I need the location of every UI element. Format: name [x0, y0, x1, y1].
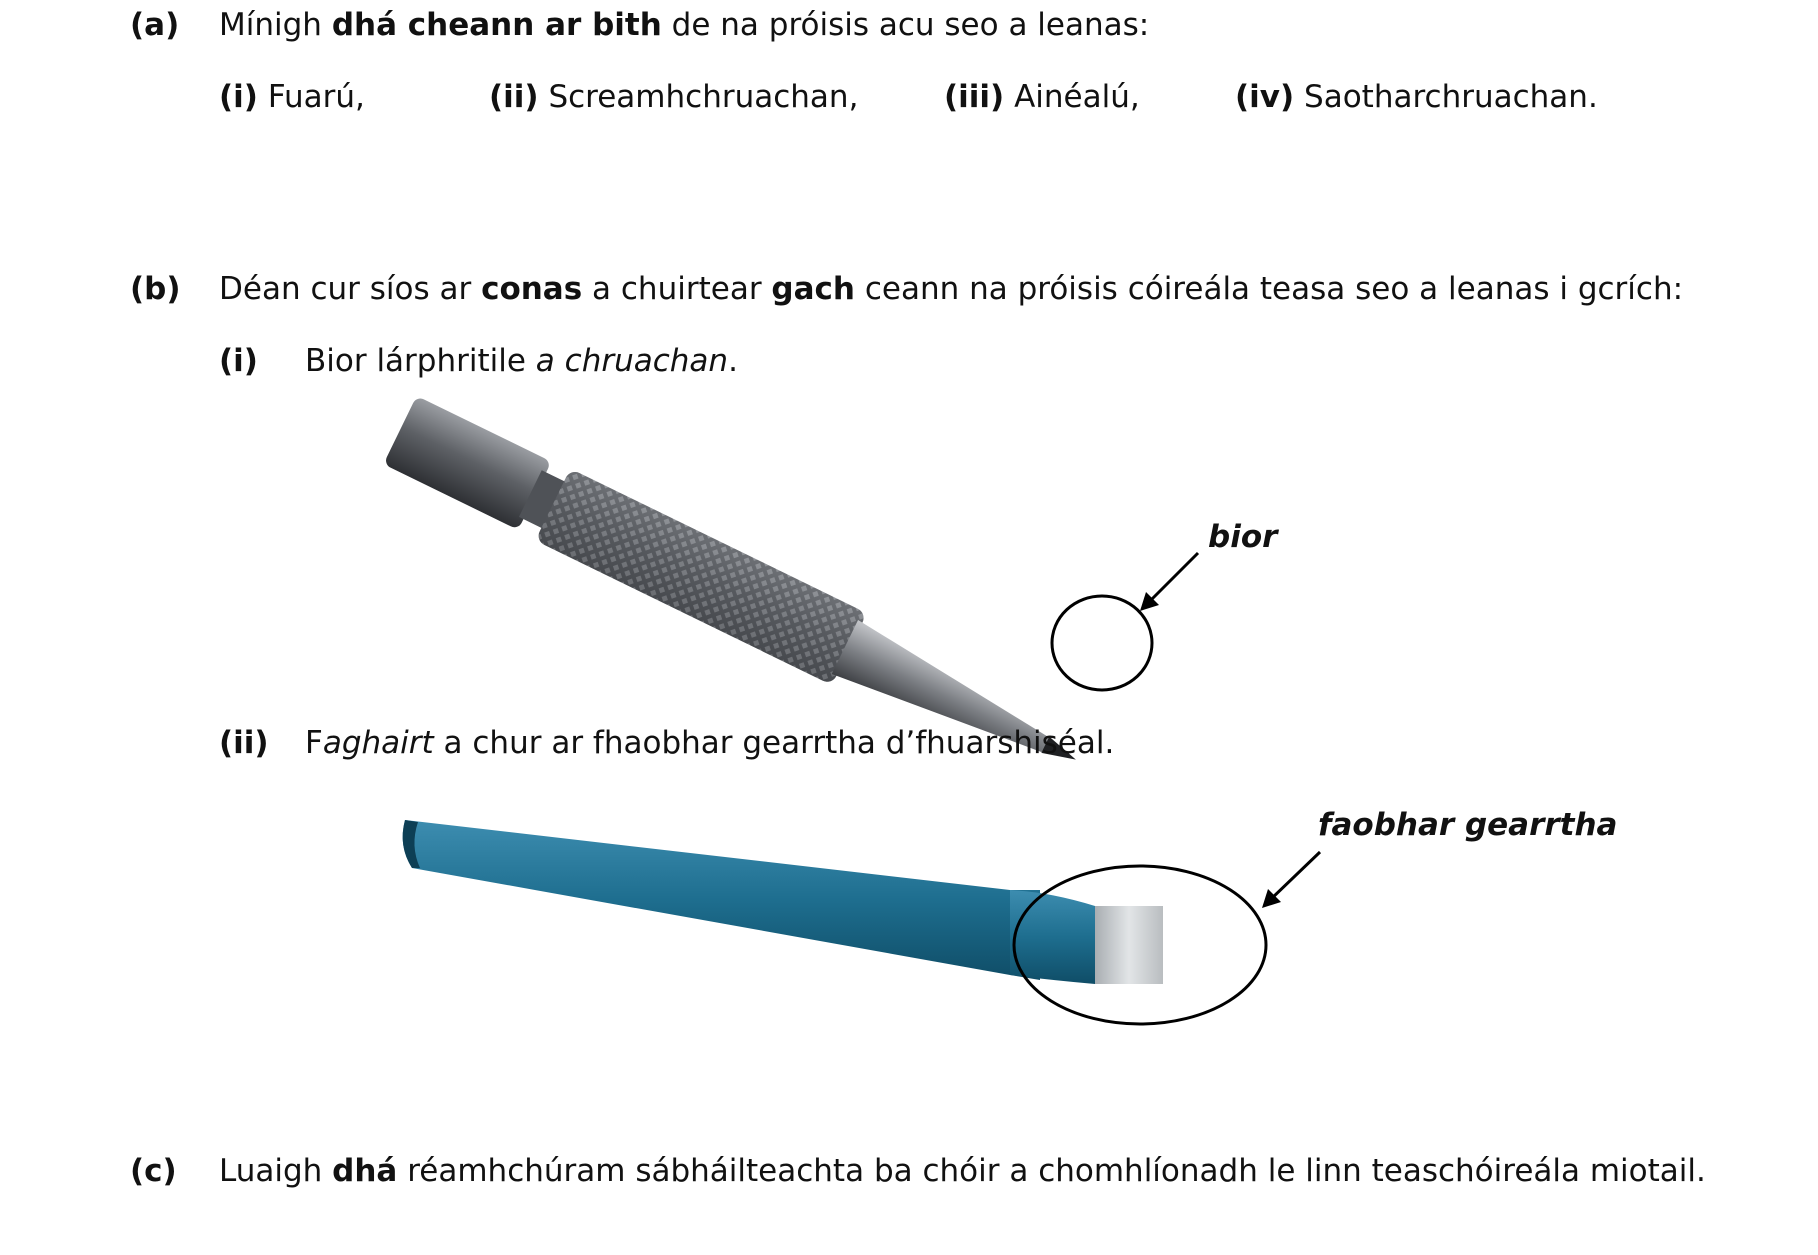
part-b-text-1: Déan cur síos ar [219, 271, 482, 307]
option-text: Saotharchruachan. [1304, 79, 1598, 115]
chisel-cutting-edge [1095, 906, 1163, 984]
option-num: (iii) [944, 79, 1005, 115]
part-c-label: (c) [130, 1153, 177, 1189]
sub-ii-text-1: F [305, 725, 323, 761]
option-text: Ainéalú, [1014, 79, 1140, 115]
part-b-text-3: ceann na próisis cóireála teasa seo a leanas i gcrích: [854, 271, 1684, 307]
sub-ii-text [305, 724, 1114, 762]
part-c-question [219, 1152, 1706, 1190]
part-a-label: (a) [130, 7, 180, 43]
bior-highlight-circle [1052, 596, 1152, 690]
cold-chisel [403, 820, 1163, 984]
option-num: (iv) [1235, 79, 1295, 115]
option-num: (i) [219, 79, 258, 115]
sub-i-text-2: . [728, 343, 738, 379]
part-b-text-2: a chuirtear [582, 271, 772, 307]
sub-i-italic: a chruachan [535, 343, 729, 379]
part-a-text-1: Mínigh [219, 7, 332, 43]
part-b-bold-2: gach [771, 271, 855, 307]
sub-i-text-1: Bior lárphritile [305, 343, 536, 379]
option-num: (ii) [489, 79, 539, 115]
part-a-text-2: de na próisis acu seo a leanas: [661, 7, 1150, 43]
option-text: Fuarú, [267, 79, 365, 115]
edge-arrow-line [1270, 852, 1320, 900]
sub-i-num: (i) [219, 343, 258, 379]
sub-ii-text-2: a chur ar fhaobhar gearrtha d’fhuarshiséal. [433, 725, 1115, 761]
sub-ii-italic: aghairt [322, 725, 434, 761]
option-text: Screamhchruachan, [548, 79, 859, 115]
part-b-bold-1: conas [481, 271, 583, 307]
part-b-label: (b) [130, 271, 181, 307]
bior-label: bior [1208, 519, 1278, 555]
chisel-body [403, 820, 1040, 980]
cutting-edge-label: faobhar gearrtha [1318, 807, 1618, 843]
sub-ii-num: (ii) [219, 725, 269, 761]
part-c-text-1: Luaigh [219, 1153, 333, 1189]
part-a-bold: dhá cheann ar bith [331, 7, 662, 43]
bior-arrow-line [1148, 553, 1198, 603]
part-c-bold: dhá [332, 1153, 398, 1189]
part-c-text-2: réamhchúram sábháilteachta ba chóir a chomhlíonadh le linn teaschóireála miotail. [397, 1153, 1706, 1189]
chisel-shoulder [1010, 890, 1095, 984]
